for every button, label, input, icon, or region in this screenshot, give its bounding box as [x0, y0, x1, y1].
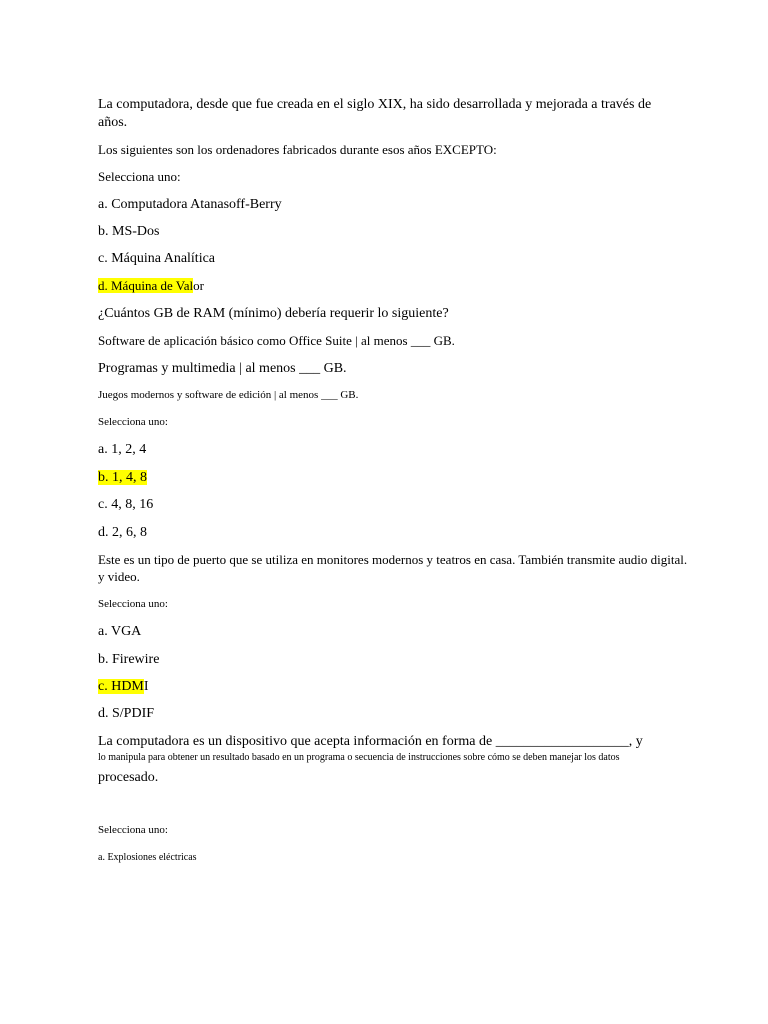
- q1-option-b[interactable]: b. MS-Dos: [98, 224, 160, 239]
- q2-option-a[interactable]: a. 1, 2, 4: [98, 442, 147, 457]
- q2-line1: Software de aplicación básico como Office Suite | al menos ___ GB.: [98, 333, 455, 348]
- q1-prompt: Los siguientes son los ordenadores fabricados durante esos años EXCEPTO:: [98, 142, 497, 157]
- q1-text-line2: años.: [98, 115, 128, 130]
- q1-option-a[interactable]: a. Computadora Atanasoff-Berry: [98, 197, 282, 212]
- q4-text-line3: procesado.: [98, 770, 159, 785]
- q3-select-label: Selecciona uno:: [98, 598, 168, 610]
- q2-select-label: Selecciona uno:: [98, 416, 168, 428]
- q4-option-a[interactable]: a. Explosiones eléctricas: [98, 852, 197, 863]
- q3-option-d[interactable]: d. S/PDIF: [98, 706, 155, 721]
- q1-text-line1: La computadora, desde que fue creada en el siglo XIX, ha sido desarrollada y mejorada a través de: [98, 97, 652, 112]
- q1-option-d[interactable]: [98, 279, 204, 294]
- q1-option-d-highlight: d. Máquina de Val: [98, 278, 194, 293]
- q3-option-c[interactable]: [98, 679, 149, 695]
- q4-text-line2: lo manipula para obtener un resultado basado en un programa o secuencia de instrucciones sobre cómo se deben manejar los datos: [98, 752, 620, 763]
- q3-option-b[interactable]: b. Firewire: [98, 652, 160, 667]
- q3-option-c-rest: I: [143, 679, 149, 694]
- q3-option-c-highlight: c. HDM: [98, 679, 144, 694]
- q1-select-label: Selecciona uno:: [98, 169, 181, 184]
- q3-text-line2: y video.: [98, 569, 140, 584]
- q1-option-d-rest: or: [193, 278, 204, 293]
- q2-text: ¿Cuántos GB de RAM (mínimo) debería requerir lo siguiente?: [98, 306, 449, 321]
- q2-option-d[interactable]: d. 2, 6, 8: [98, 525, 147, 540]
- q2-option-b-highlight: b. 1, 4, 8: [98, 470, 147, 485]
- q2-option-b[interactable]: [98, 470, 147, 486]
- q2-line3: Juegos modernos y software de edición | al menos ___ GB.: [98, 389, 359, 401]
- q4-text-line1: La computadora es un dispositivo que acepta información en forma de ___________________, y: [98, 734, 643, 749]
- q2-line2: Programas y multimedia | al menos ___ GB.: [98, 361, 347, 376]
- q3-option-a[interactable]: a. VGA: [98, 624, 142, 639]
- q4-select-label: Selecciona uno:: [98, 824, 168, 836]
- q3-text-line1: Este es un tipo de puerto que se utiliza en monitores modernos y teatros en casa. También transmite audio digital.: [98, 552, 688, 567]
- q2-option-c[interactable]: c. 4, 8, 16: [98, 497, 154, 512]
- q1-option-c[interactable]: c. Máquina Analítica: [98, 251, 216, 266]
